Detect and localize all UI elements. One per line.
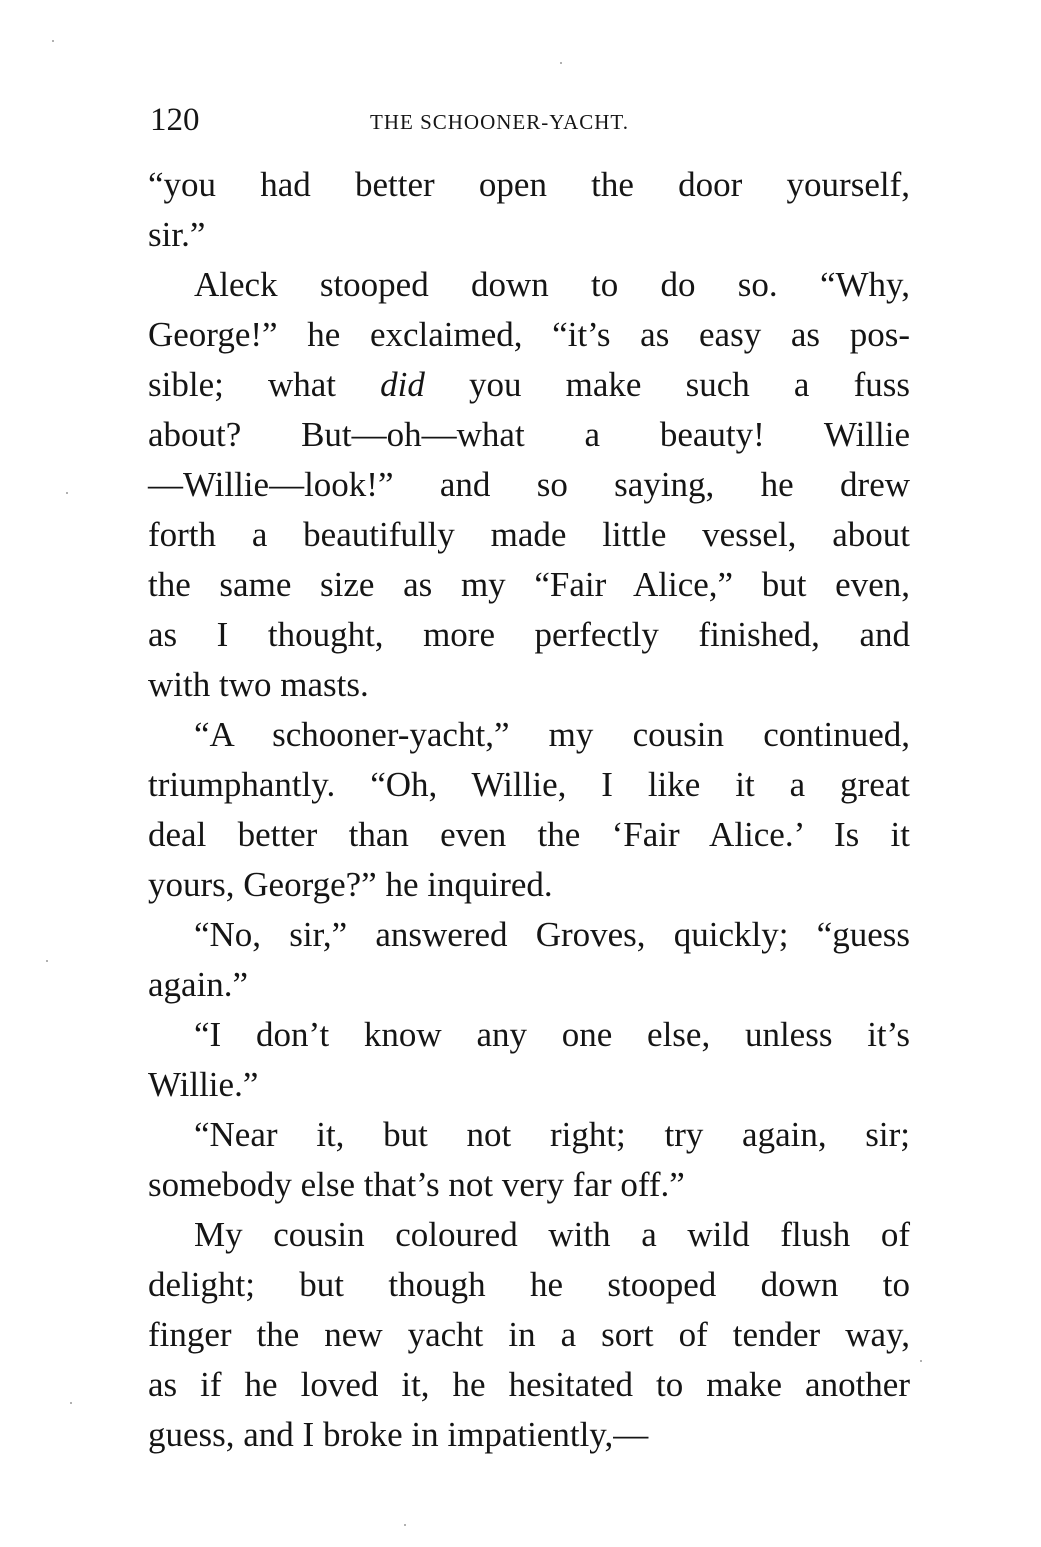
text-line: Willie.” — [148, 1065, 259, 1104]
text-line: “No, sir,” answered Groves, quickly; “guess — [194, 915, 910, 954]
text-line: “Near it, but not right; try again, sir; — [194, 1115, 910, 1154]
body-text — [148, 160, 910, 1460]
page-header — [148, 100, 910, 140]
paper-speck — [404, 1524, 406, 1526]
text-line: “A schooner-yacht,” my cousin continued, — [194, 715, 910, 754]
text-line: delight; but though he stooped down to — [148, 1265, 910, 1304]
text-line: finger the new yacht in a sort of tender way, — [148, 1315, 910, 1354]
paper-speck — [560, 62, 562, 64]
text-line: “I don’t know any one else, unless it’s — [194, 1015, 910, 1054]
text-line: sible; what did you make such a fuss — [148, 365, 910, 404]
text-line: My cousin coloured with a wild flush of — [194, 1215, 910, 1254]
text-line: “you had better open the door yourself, — [148, 165, 910, 204]
paper-speck — [66, 492, 68, 494]
text-line: deal better than even the ‘Fair Alice.’ Is it — [148, 815, 910, 854]
text-line: as if he loved it, he hesitated to make another — [148, 1365, 910, 1404]
running-title: THE SCHOONER-YACHT. — [370, 110, 629, 134]
text-line: the same size as my “Fair Alice,” but even, — [148, 565, 910, 604]
paper-speck — [52, 40, 54, 42]
text-line: as I thought, more perfectly finished, and — [148, 615, 910, 654]
paper-speck — [46, 960, 48, 962]
paper-speck — [920, 1360, 922, 1362]
emphasis: did — [380, 365, 425, 404]
text-line: yours, George?” he inquired. — [148, 865, 553, 904]
text-line: with two masts. — [148, 665, 369, 704]
text-line: —Willie—look!” and so saying, he drew — [148, 465, 910, 504]
text-line: triumphantly. “Oh, Willie, I like it a great — [148, 765, 910, 804]
text-line: Aleck stooped down to do so. “Why, — [194, 265, 910, 304]
text-line: George!” he exclaimed, “it’s as easy as pos- — [148, 315, 910, 354]
text-line: somebody else that’s not very far off.” — [148, 1165, 685, 1204]
text-line: sir.” — [148, 215, 206, 254]
text-line: guess, and I broke in impatiently,— — [148, 1415, 649, 1454]
paper-speck — [70, 1402, 72, 1404]
text-line: forth a beautifully made little vessel, about — [148, 515, 910, 554]
text-line: again.” — [148, 965, 249, 1004]
text-line: about? But—oh—what a beauty! Willie — [148, 415, 910, 454]
page-number: 120 — [150, 102, 200, 138]
